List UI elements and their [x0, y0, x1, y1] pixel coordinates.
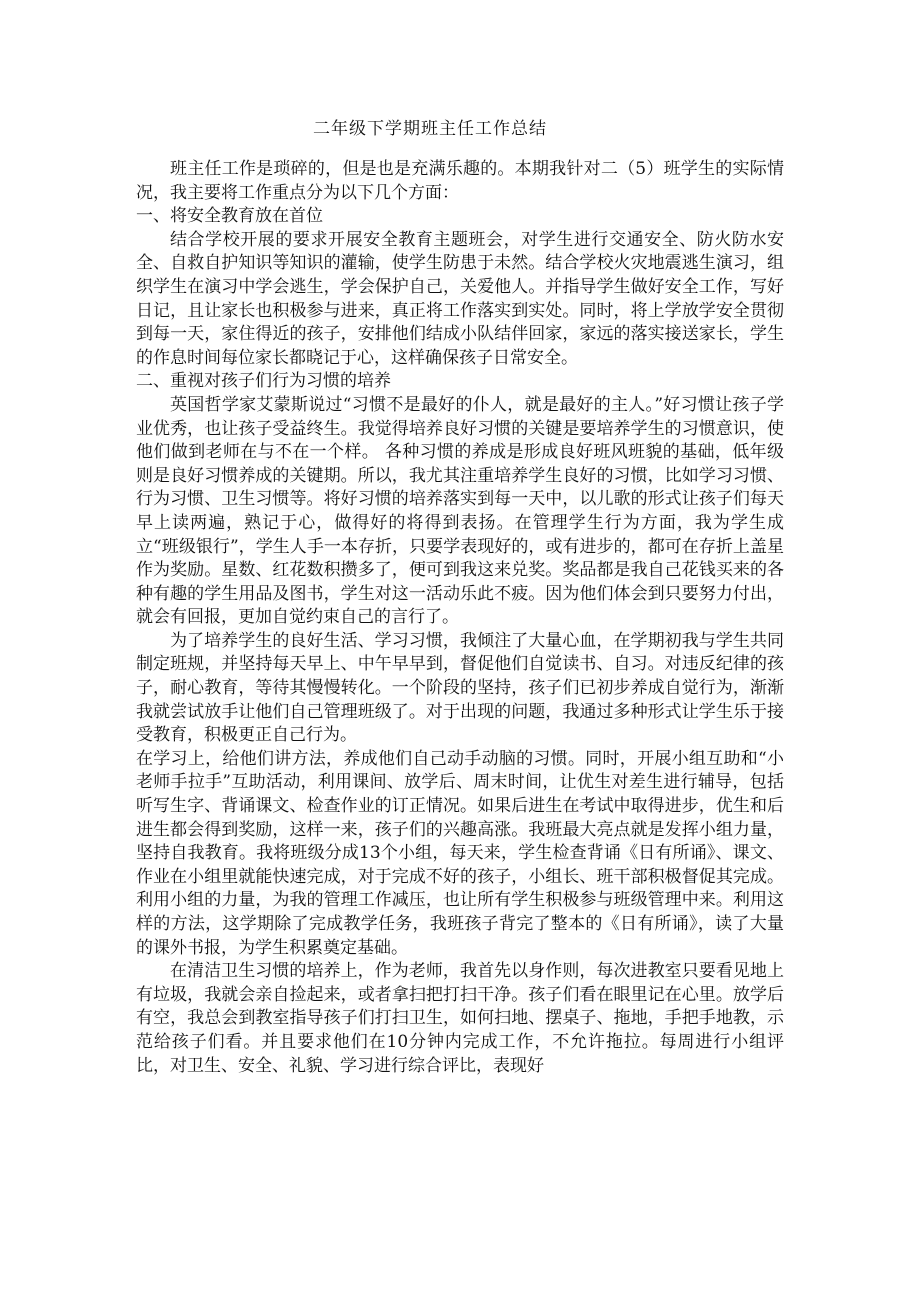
section-heading: 一、将安全教育放在首位	[136, 206, 323, 227]
paragraph: 在学习上，给他们讲方法，养成他们自己动手动脑的习惯。同时，开展小组互助和“小老师手拉手”互助活动，利用课间、放学后、周末时间，让优生对差生进行辅导，包括听写生字、背诵课文、检查作业的订正情况。如果后进生在考试中取得进步，优生和后进生都会得到奖励，这样一来，孩子们的兴趣高涨。我班最大亮点就是发挥小组力量，坚持自我教育。我将班级分成13个小组，每天来，学生检查背诵《日有所诵》、课文、作业在小组里就能快速完成，对于完成不好的孩子，小组长、班干部积极督促其完成。利用小组的力量，为我的管理工作减压，也让所有学生积极参与班级管理中来。利用这样的方法，这学期除了完成教学任务，我班孩子背完了整本的《日有所诵》，读了大量的课外书报，为学生积累奠定基础。	[136, 748, 784, 958]
section-heading: 二、重视对孩子们行为习惯的培养	[136, 371, 391, 392]
paragraph: 班主任工作是琐碎的，但是也是充满乐趣的。本期我针对二（5）班学生的实际情况，我主要将工作重点分为以下几个方面：	[136, 159, 784, 203]
paragraph: 在清洁卫生习惯的培养上，作为老师，我首先以身作则，每次进教室只要看见地上有垃圾，我就会亲自捡起来，或者拿扫把打扫干净。孩子们看在眼里记在心里。放学后有空，我总会到教室指导孩子们打扫卫生，如何扫地、摆桌子、拖地，手把手地教，示范给孩子们看。并且要求他们在10分钟内完成工作，不允许拖拉。每周进行小组评比，对卫生、安全、礼貌、学习进行综合评比，表现好	[136, 961, 784, 1076]
paragraph: 结合学校开展的要求开展安全教育主题班会，对学生进行交通安全、防火防水安全、自救自护知识等知识的灌输，使学生防患于未然。结合学校火灾地震逃生演习，组织学生在演习中学会逃生，学会保护自己，关爱他人。并指导学生做好安全工作，写好日记，且让家长也积极参与进来，真正将工作落实到实处。同时，将上学放学安全贯彻到每一天，家住得近的孩子，安排他们结成小队结伴回家，家远的落实接送家长，学生的作息时间每位家长都晓记于心，这样确保孩子日常安全。	[136, 229, 784, 368]
paragraph: 为了培养学生的良好生活、学习习惯，我倾注了大量心血，在学期初我与学生共同制定班规，并坚持每天早上、中午早早到，督促他们自觉读书、自习。对违反纪律的孩子，耐心教育，等待其慢慢转化。一个阶段的坚持，孩子们已初步养成自觉行为，渐渐我就尝试放手让他们自己管理班级了。对于出现的问题，我通过多种形式让学生乐于接受教育，积极更正自己行为。	[136, 630, 784, 746]
paragraph: 英国哲学家艾蒙斯说过“习惯不是最好的仆人，就是最好的主人。”好习惯让孩子学业优秀，也让孩子受益终生。我觉得培养良好习惯的关键是要培养学生的习惯意识，使他们做到老师在与不在一个样。 各种习惯的养成是形成良好班风班貌的基础，低年级则是良好习惯养成的关键期。所以，我尤其注重培养学生良好的习惯，比如学习习惯、行为习惯、卫生习惯等。将好习惯的培养落实到每一天中，以儿歌的形式让孩子们每天早上读两遍，熟记于心，做得好的将得到表扬。在管理学生行为方面，我为学生成立“班级银行”，学生人手一本存折，只要学表现好的，或有进步的，都可在存折上盖星作为奖励。星数、红花数积攒多了，便可到我这来兑奖。奖品都是我自己花钱买来的各种有趣的学生用品及图书，学生对这一活动乐此不疲。因为他们体会到只要努力付出，就会有回报，更加自觉约束自己的言行了。	[136, 394, 784, 628]
document-title: 二年级下学期班主任工作总结	[313, 119, 547, 139]
document-body	[136, 158, 784, 1078]
